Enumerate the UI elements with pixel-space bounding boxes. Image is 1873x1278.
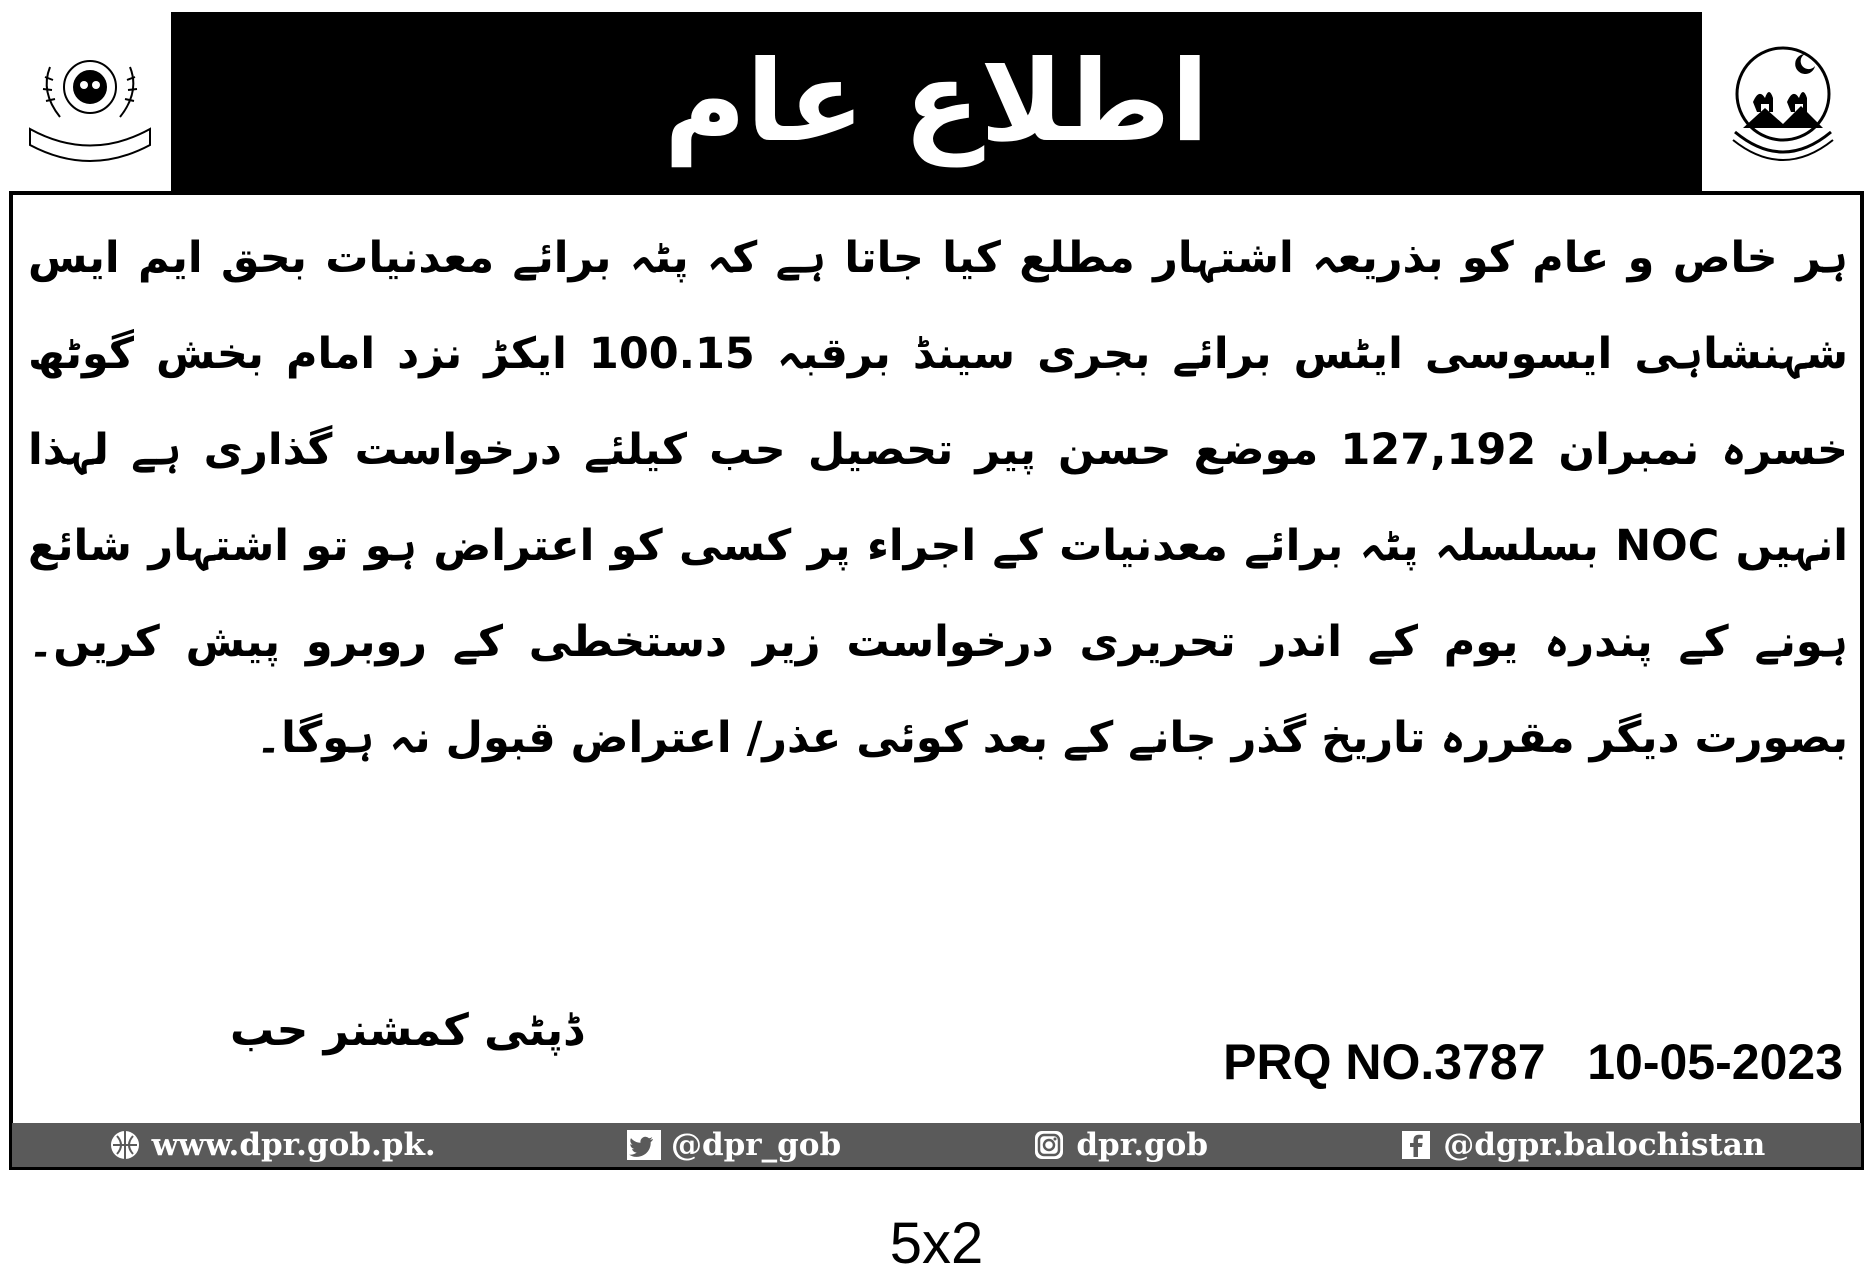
dpr-logo xyxy=(9,12,175,191)
facebook-handle: @dgpr.balochistan xyxy=(1443,1127,1766,1163)
footer-bar xyxy=(12,1123,1861,1167)
footer-twitter[interactable] xyxy=(627,1127,841,1163)
notice-header xyxy=(9,12,1864,195)
ad-size-label: 5x2 xyxy=(889,1211,984,1276)
instagram-icon xyxy=(1032,1129,1066,1161)
footer-website[interactable] xyxy=(108,1127,436,1163)
prq-number: PRQ NO.3787 xyxy=(1223,1034,1546,1090)
title-bar xyxy=(171,12,1702,191)
website-text: www.dpr.gob.pk. xyxy=(151,1127,436,1163)
footer-instagram[interactable] xyxy=(1032,1127,1208,1163)
signatory: ڈپٹی کمشنر حب xyxy=(230,1005,583,1056)
globe-icon xyxy=(108,1129,142,1161)
notice-title: اطلاع عام xyxy=(663,36,1210,167)
prq-line xyxy=(1223,1033,1843,1091)
dpr-emblem-icon xyxy=(20,37,160,167)
notice-body: ہر خاص و عام کو بذریعہ اشتہار مطلع کیا جاتا ہے کہ پٹہ برائے معدنیات بحق ایم ایس شہنشاہی ایسوسی ایٹس برائے بجری سینڈ برقبہ 100.15 ایکڑ نزد امام بخش گوٹھ خسرہ نمبران 127,192 موضع حسن پیر تحصیل حب کیلئے درخواست گذاری ہے لہذا انہیں NOC بسلسلہ پٹہ برائے معدنیات کے اجراء پر کسی کو اعتراض ہو تو اشتہار شائع ہونے کے پندرہ یوم کے اندر تحریری درخواست زیر دستخطی کے روبرو پیش کریں۔ بصورت دیگر مقررہ تاریخ گذر جانے کے بعد کوئی عذر/ اعتراض قبول نہ ہوگا۔ xyxy=(28,233,1848,763)
footer-facebook[interactable] xyxy=(1399,1127,1765,1163)
government-logo xyxy=(1698,12,1864,191)
twitter-handle: @dpr_gob xyxy=(670,1127,842,1163)
government-emblem-icon xyxy=(1713,32,1853,172)
facebook-icon xyxy=(1399,1129,1433,1161)
twitter-icon xyxy=(627,1129,661,1161)
prq-date: 10-05-2023 xyxy=(1587,1034,1843,1090)
instagram-handle: dpr.gob xyxy=(1076,1127,1209,1163)
